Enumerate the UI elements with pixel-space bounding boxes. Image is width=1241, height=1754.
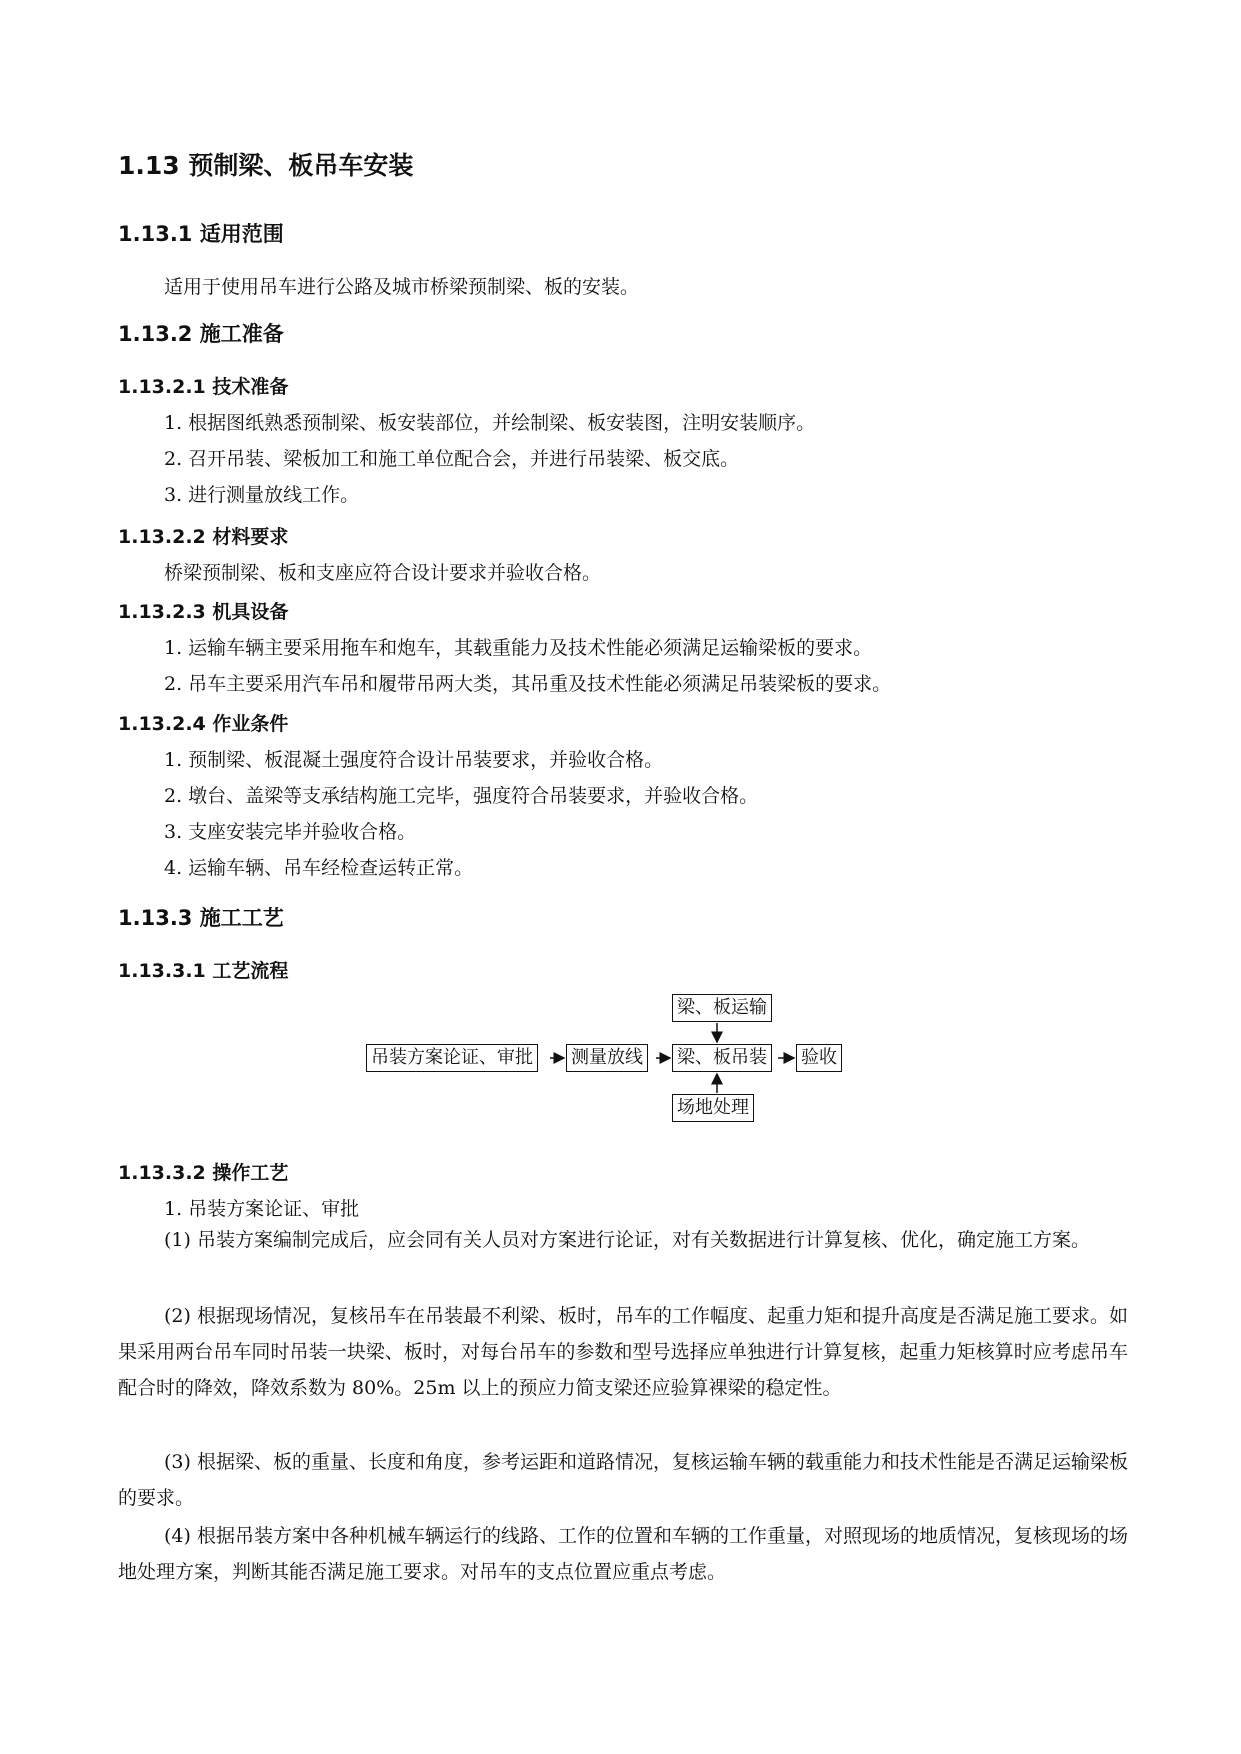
tech-item-1: 1. 根据图纸熟悉预制梁、板安装部位，并绘制梁、板安装图，注明安装顺序。: [164, 412, 816, 434]
heading-process: 1.13.3 施工工艺: [118, 906, 284, 930]
heading-conditions: 1.13.2.4 作业条件: [118, 713, 289, 735]
heading-preparation: 1.13.2 施工准备: [118, 322, 284, 346]
ops-para-3: (3) 根据梁、板的重量、长度和角度，参考运距和道路情况，复核运输车辆的载重能力和技术性能是否满足运输梁板的要求。: [118, 1451, 1128, 1509]
box-accept: 验收: [796, 1044, 842, 1072]
box-hoist: 梁、板吊装: [672, 1044, 772, 1072]
ops-para-4: (4) 根据吊装方案中各种机械车辆运行的线路、工作的位置和车辆的工作重量，对照现场的地质情况，复核现场的场地处理方案，判断其能否满足施工要求。对吊车的支点位置应重点考虑。: [118, 1525, 1128, 1583]
heading-tech-prep: 1.13.2.1 技术准备: [118, 376, 289, 398]
box-transport: 梁、板运输: [672, 994, 772, 1022]
conditions-item-2: 2. 墩台、盖梁等支承结构施工完毕，强度符合吊装要求，并验收合格。: [164, 785, 759, 807]
section-title: 1.13 预制梁、板吊车安装: [118, 151, 414, 180]
heading-scope: 1.13.1 适用范围: [118, 222, 284, 246]
box-survey: 测量放线: [566, 1044, 648, 1072]
tech-item-2: 2. 召开吊装、梁板加工和施工单位配合会，并进行吊装梁、板交底。: [164, 448, 740, 470]
conditions-item-4: 4. 运输车辆、吊车经检查运转正常。: [164, 857, 474, 879]
heading-material: 1.13.2.2 材料要求: [118, 526, 289, 548]
box-plan: 吊装方案论证、审批: [366, 1044, 538, 1072]
ops-para-1: (1) 吊装方案编制完成后，应会同有关人员对方案进行论证，对有关数据进行计算复核、优化，确定施工方案。: [164, 1229, 1090, 1251]
heading-flow: 1.13.3.1 工艺流程: [118, 960, 289, 982]
conditions-item-3: 3. 支座安装完毕并验收合格。: [164, 821, 417, 843]
material-text: 桥梁预制梁、板和支座应符合设计要求并验收合格。: [164, 562, 602, 584]
equipment-item-2: 2. 吊车主要采用汽车吊和履带吊两大类，其吊重及技术性能必须满足吊装梁板的要求。: [164, 673, 892, 695]
ops-sub-1: 1. 吊装方案论证、审批: [164, 1198, 360, 1220]
scope-text: 适用于使用吊车进行公路及城市桥梁预制梁、板的安装。: [164, 276, 640, 298]
heading-ops: 1.13.3.2 操作工艺: [118, 1162, 289, 1184]
equipment-item-1: 1. 运输车辆主要采用拖车和炮车，其载重能力及技术性能必须满足运输梁板的要求。: [164, 637, 873, 659]
ops-para-2: (2) 根据现场情况，复核吊车在吊装最不利梁、板时，吊车的工作幅度、起重力矩和提升高度是否满足施工要求。如果采用两台吊车同时吊装一块梁、板时，对每台吊车的参数和型号选择应单独进行计算复核，起重力矩核算时应考虑吊车配合时的降效，降效系数为 80%。25m 以上的预应力简支梁还应验算裸梁的稳定性。: [118, 1305, 1128, 1399]
process-flow-diagram: [360, 994, 880, 1134]
tech-item-3: 3. 进行测量放线工作。: [164, 484, 360, 506]
conditions-item-1: 1. 预制梁、板混凝土强度符合设计吊装要求，并验收合格。: [164, 749, 664, 771]
flow-arrows: [360, 994, 880, 1134]
heading-equipment: 1.13.2.3 机具设备: [118, 601, 289, 623]
box-site: 场地处理: [672, 1094, 754, 1122]
